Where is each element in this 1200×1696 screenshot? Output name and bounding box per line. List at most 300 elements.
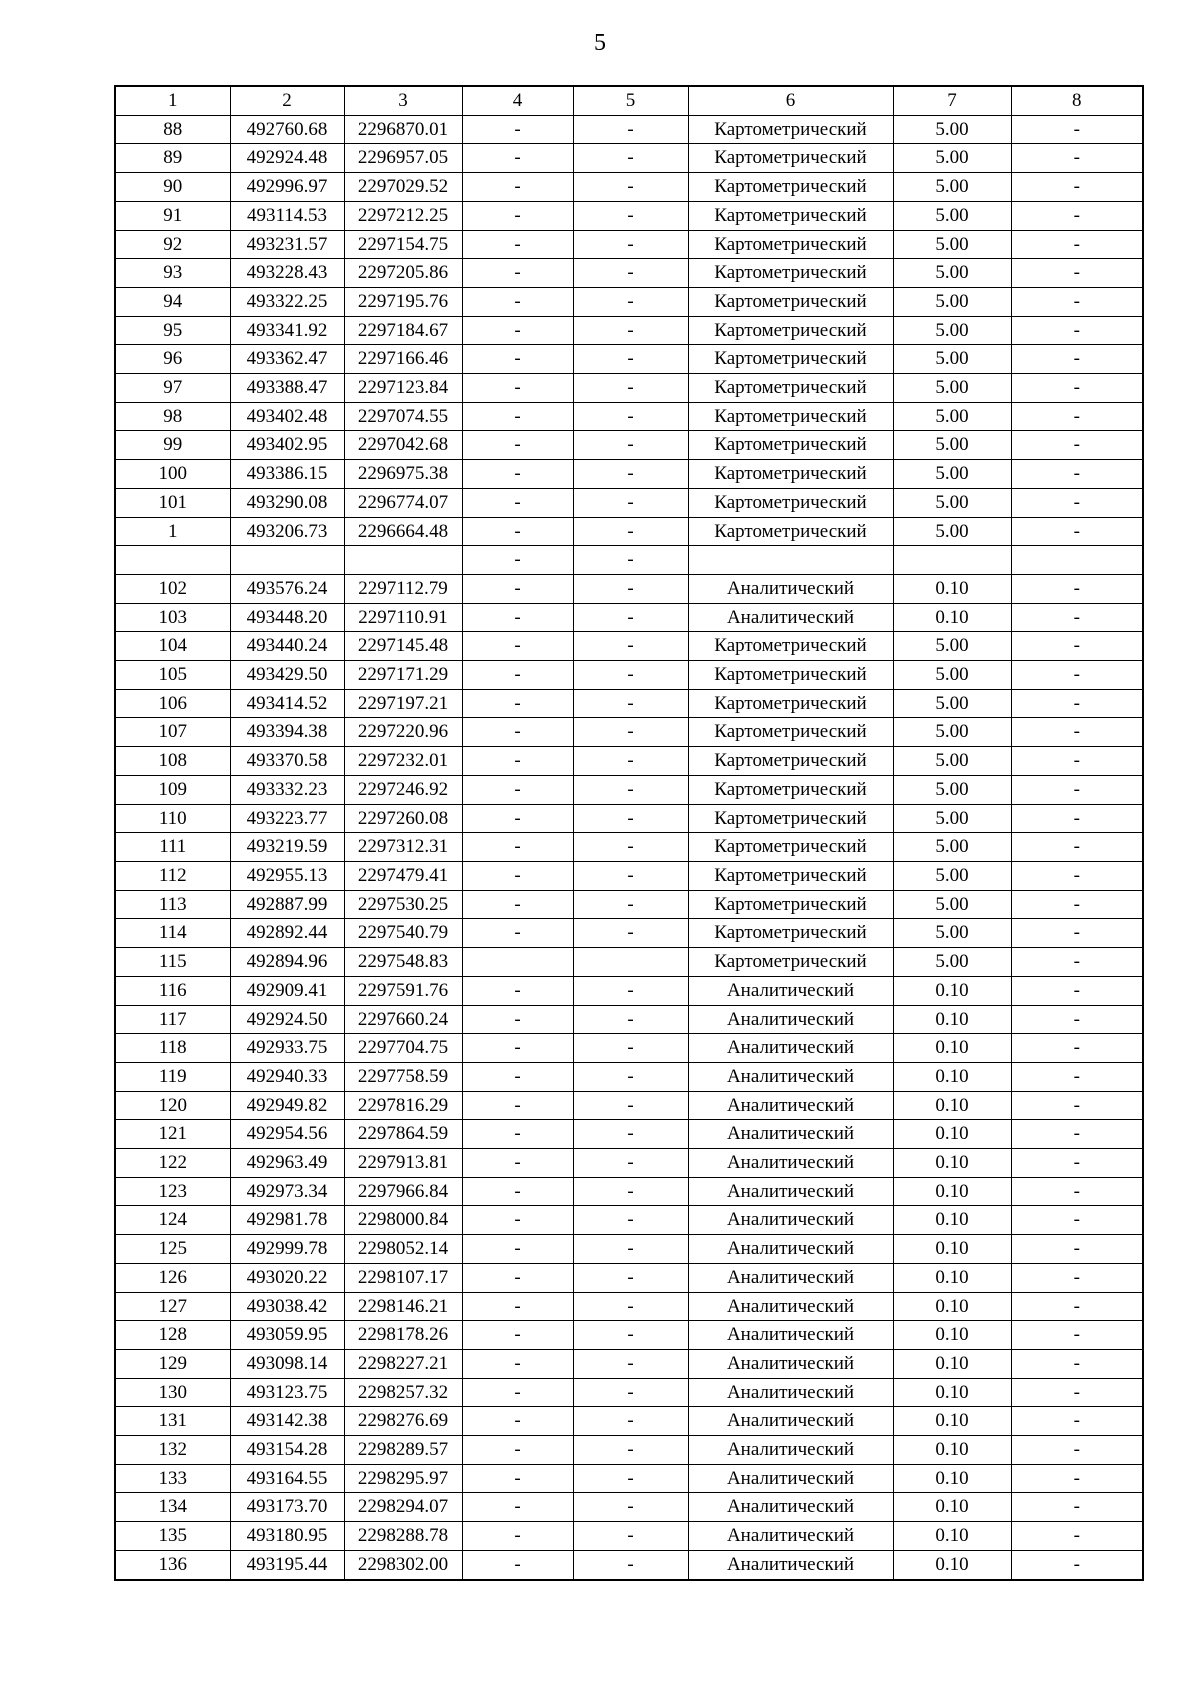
accuracy-cell: 5.00 [893,460,1011,489]
col8-cell: - [1011,1263,1143,1292]
accuracy-cell: 0.10 [893,1407,1011,1436]
method-cell: Аналитический [688,1206,893,1235]
table-row [115,804,1143,833]
table-row [115,976,1143,1005]
point-number-cell: 94 [115,287,230,316]
col5-cell: - [573,833,688,862]
col5-cell: - [573,316,688,345]
col5-cell: - [573,775,688,804]
col8-cell: - [1011,919,1143,948]
method-cell [688,546,893,575]
point-number-cell: 116 [115,976,230,1005]
y-coordinate-cell: 2298276.69 [344,1407,462,1436]
col5-cell: - [573,287,688,316]
x-coordinate-cell: 493394.38 [230,718,344,747]
col8-cell: - [1011,1235,1143,1264]
table-row [115,1034,1143,1063]
table-row [115,603,1143,632]
point-number-cell: 101 [115,488,230,517]
col4-cell: - [462,861,573,890]
method-cell: Аналитический [688,1263,893,1292]
point-number-cell: 117 [115,1005,230,1034]
method-cell: Картометрический [688,144,893,173]
col8-cell: - [1011,173,1143,202]
accuracy-cell: 5.00 [893,230,1011,259]
col8-cell: - [1011,1550,1143,1579]
y-coordinate-cell: 2297530.25 [344,890,462,919]
table-row [115,259,1143,288]
y-coordinate-cell: 2297195.76 [344,287,462,316]
method-cell: Картометрический [688,173,893,202]
method-cell: Аналитический [688,1550,893,1579]
col5-cell [573,948,688,977]
col5-cell: - [573,374,688,403]
col8-cell: - [1011,603,1143,632]
col5-cell: - [573,201,688,230]
col4-cell: - [462,1493,573,1522]
col8-cell: - [1011,1149,1143,1178]
col5-cell: - [573,689,688,718]
point-number-cell: 97 [115,374,230,403]
accuracy-cell: 5.00 [893,259,1011,288]
accuracy-cell: 0.10 [893,1235,1011,1264]
x-coordinate-cell: 493154.28 [230,1436,344,1465]
x-coordinate-cell: 493414.52 [230,689,344,718]
y-coordinate-cell: 2297171.29 [344,661,462,690]
method-cell: Картометрический [688,345,893,374]
table-row [115,1522,1143,1551]
col5-cell: - [573,718,688,747]
method-cell: Аналитический [688,1235,893,1264]
table-row [115,890,1143,919]
y-coordinate-cell: 2298288.78 [344,1522,462,1551]
point-number-cell: 99 [115,431,230,460]
col5-cell: - [573,488,688,517]
point-number-cell: 113 [115,890,230,919]
accuracy-cell: 5.00 [893,890,1011,919]
col4-cell: - [462,661,573,690]
col4-cell: - [462,1005,573,1034]
point-number-cell: 109 [115,775,230,804]
accuracy-cell: 5.00 [893,775,1011,804]
point-number-cell: 133 [115,1464,230,1493]
y-coordinate-cell: 2297758.59 [344,1062,462,1091]
col8-cell: - [1011,689,1143,718]
y-coordinate-cell: 2297246.92 [344,775,462,804]
y-coordinate-cell: 2297548.83 [344,948,462,977]
x-coordinate-cell [230,546,344,575]
point-number-cell: 1 [115,517,230,546]
accuracy-cell: 0.10 [893,1206,1011,1235]
method-cell: Аналитический [688,1464,893,1493]
col5-cell: - [573,1206,688,1235]
col5-cell: - [573,173,688,202]
accuracy-cell: 0.10 [893,1005,1011,1034]
method-cell: Картометрический [688,402,893,431]
table-row [115,1235,1143,1264]
column-header: 6 [688,86,893,115]
method-cell: Картометрический [688,775,893,804]
table-row [115,1120,1143,1149]
point-number-cell: 135 [115,1522,230,1551]
accuracy-cell: 5.00 [893,661,1011,690]
point-number-cell: 126 [115,1263,230,1292]
y-coordinate-cell: 2297864.59 [344,1120,462,1149]
method-cell: Картометрический [688,230,893,259]
table-row [115,374,1143,403]
col5-cell: - [573,1177,688,1206]
col5-cell: - [573,345,688,374]
col4-cell: - [462,919,573,948]
accuracy-cell: 0.10 [893,1120,1011,1149]
col5-cell: - [573,661,688,690]
x-coordinate-cell: 493386.15 [230,460,344,489]
accuracy-cell [893,546,1011,575]
accuracy-cell: 0.10 [893,1550,1011,1579]
point-number-cell: 134 [115,1493,230,1522]
point-number-cell: 90 [115,173,230,202]
accuracy-cell: 5.00 [893,144,1011,173]
point-number-cell: 102 [115,574,230,603]
accuracy-cell: 0.10 [893,976,1011,1005]
y-coordinate-cell: 2297479.41 [344,861,462,890]
point-number-cell: 115 [115,948,230,977]
point-number-cell: 111 [115,833,230,862]
col4-cell: - [462,1034,573,1063]
x-coordinate-cell: 493195.44 [230,1550,344,1579]
y-coordinate-cell: 2298107.17 [344,1263,462,1292]
col4-cell: - [462,345,573,374]
y-coordinate-cell: 2297260.08 [344,804,462,833]
y-coordinate-cell: 2296664.48 [344,517,462,546]
y-coordinate-cell: 2297154.75 [344,230,462,259]
method-cell: Картометрический [688,861,893,890]
col4-cell: - [462,402,573,431]
col5-cell: - [573,890,688,919]
x-coordinate-cell: 493388.47 [230,374,344,403]
col5-cell: - [573,1378,688,1407]
col5-cell: - [573,747,688,776]
y-coordinate-cell: 2297197.21 [344,689,462,718]
col5-cell: - [573,603,688,632]
x-coordinate-cell: 493219.59 [230,833,344,862]
table-row [115,1349,1143,1378]
x-coordinate-cell: 493231.57 [230,230,344,259]
col4-cell: - [462,1120,573,1149]
table-row [115,1091,1143,1120]
table-row [115,1206,1143,1235]
y-coordinate-cell: 2297312.31 [344,833,462,862]
col8-cell: - [1011,1120,1143,1149]
table-header-row [115,86,1143,115]
col8-cell: - [1011,976,1143,1005]
col5-cell: - [573,1321,688,1350]
accuracy-cell: 5.00 [893,919,1011,948]
col5-cell: - [573,1550,688,1579]
y-coordinate-cell: 2297913.81 [344,1149,462,1178]
col4-cell: - [462,230,573,259]
accuracy-cell: 5.00 [893,948,1011,977]
method-cell: Картометрический [688,948,893,977]
x-coordinate-cell: 493098.14 [230,1349,344,1378]
col4-cell [462,948,573,977]
table-row [115,488,1143,517]
table-row [115,1464,1143,1493]
method-cell: Аналитический [688,1005,893,1034]
table-row [115,718,1143,747]
y-coordinate-cell: 2298295.97 [344,1464,462,1493]
x-coordinate-cell: 493402.48 [230,402,344,431]
method-cell: Картометрический [688,747,893,776]
point-number-cell: 129 [115,1349,230,1378]
method-cell: Аналитический [688,1378,893,1407]
col8-cell: - [1011,1177,1143,1206]
x-coordinate-cell: 492954.56 [230,1120,344,1149]
x-coordinate-cell: 492996.97 [230,173,344,202]
col5-cell: - [573,861,688,890]
accuracy-cell: 0.10 [893,1378,1011,1407]
method-cell: Аналитический [688,1091,893,1120]
accuracy-cell: 0.10 [893,1436,1011,1465]
accuracy-cell: 5.00 [893,804,1011,833]
col5-cell: - [573,1493,688,1522]
method-cell: Картометрический [688,833,893,862]
x-coordinate-cell: 492909.41 [230,976,344,1005]
col4-cell: - [462,1149,573,1178]
point-number-cell: 123 [115,1177,230,1206]
method-cell: Картометрический [688,488,893,517]
col4-cell: - [462,488,573,517]
accuracy-cell: 5.00 [893,718,1011,747]
method-cell: Аналитический [688,1321,893,1350]
accuracy-cell: 0.10 [893,1522,1011,1551]
column-header: 4 [462,86,573,115]
accuracy-cell: 0.10 [893,1263,1011,1292]
x-coordinate-cell: 492949.82 [230,1091,344,1120]
col8-cell: - [1011,718,1143,747]
accuracy-cell: 0.10 [893,1149,1011,1178]
accuracy-cell: 0.10 [893,1321,1011,1350]
accuracy-cell: 0.10 [893,1349,1011,1378]
col8-cell: - [1011,1378,1143,1407]
col4-cell: - [462,1263,573,1292]
col5-cell: - [573,632,688,661]
col5-cell: - [573,431,688,460]
point-number-cell: 121 [115,1120,230,1149]
accuracy-cell: 5.00 [893,287,1011,316]
table-row [115,1263,1143,1292]
accuracy-cell: 0.10 [893,574,1011,603]
accuracy-cell: 0.10 [893,1062,1011,1091]
x-coordinate-cell: 492924.50 [230,1005,344,1034]
col4-cell: - [462,775,573,804]
col4-cell: - [462,603,573,632]
method-cell: Картометрический [688,460,893,489]
point-number-cell: 103 [115,603,230,632]
accuracy-cell: 5.00 [893,517,1011,546]
col4-cell: - [462,718,573,747]
x-coordinate-cell: 493123.75 [230,1378,344,1407]
column-header: 3 [344,86,462,115]
point-number-cell: 100 [115,460,230,489]
accuracy-cell: 5.00 [893,374,1011,403]
col8-cell: - [1011,230,1143,259]
accuracy-cell: 5.00 [893,833,1011,862]
col4-cell: - [462,747,573,776]
method-cell: Аналитический [688,1436,893,1465]
point-number-cell: 96 [115,345,230,374]
col5-cell: - [573,402,688,431]
x-coordinate-cell: 493180.95 [230,1522,344,1551]
x-coordinate-cell: 493440.24 [230,632,344,661]
col5-cell: - [573,1120,688,1149]
col4-cell: - [462,1464,573,1493]
col8-cell: - [1011,259,1143,288]
col5-cell: - [573,1034,688,1063]
col8-cell: - [1011,890,1143,919]
x-coordinate-cell: 492999.78 [230,1235,344,1264]
col8-cell: - [1011,1349,1143,1378]
point-number-cell: 98 [115,402,230,431]
method-cell: Аналитический [688,603,893,632]
method-cell: Картометрический [688,201,893,230]
y-coordinate-cell: 2297205.86 [344,259,462,288]
y-coordinate-cell: 2297042.68 [344,431,462,460]
table-row [115,1378,1143,1407]
col8-cell: - [1011,488,1143,517]
col5-cell: - [573,144,688,173]
col4-cell: - [462,1062,573,1091]
method-cell: Картометрический [688,287,893,316]
method-cell: Аналитический [688,1062,893,1091]
y-coordinate-cell: 2296957.05 [344,144,462,173]
y-coordinate-cell: 2297660.24 [344,1005,462,1034]
x-coordinate-cell: 493173.70 [230,1493,344,1522]
accuracy-cell: 0.10 [893,603,1011,632]
point-number-cell: 112 [115,861,230,890]
col8-cell: - [1011,517,1143,546]
x-coordinate-cell: 492887.99 [230,890,344,919]
col4-cell: - [462,574,573,603]
y-coordinate-cell: 2297220.96 [344,718,462,747]
point-number-cell: 127 [115,1292,230,1321]
col5-cell: - [573,1522,688,1551]
col8-cell: - [1011,287,1143,316]
table-row [115,1550,1143,1579]
point-number-cell: 132 [115,1436,230,1465]
x-coordinate-cell: 493576.24 [230,574,344,603]
method-cell: Аналитический [688,976,893,1005]
x-coordinate-cell: 493142.38 [230,1407,344,1436]
accuracy-cell: 5.00 [893,632,1011,661]
table-body [115,115,1143,1579]
accuracy-cell: 5.00 [893,173,1011,202]
col5-cell: - [573,804,688,833]
y-coordinate-cell: 2298146.21 [344,1292,462,1321]
table-row [115,1292,1143,1321]
y-coordinate-cell: 2296975.38 [344,460,462,489]
col4-cell: - [462,1436,573,1465]
x-coordinate-cell: 492894.96 [230,948,344,977]
y-coordinate-cell: 2297074.55 [344,402,462,431]
point-number-cell: 88 [115,115,230,144]
col4-cell: - [462,976,573,1005]
accuracy-cell: 5.00 [893,689,1011,718]
col5-cell: - [573,1149,688,1178]
col5-cell: - [573,1292,688,1321]
col4-cell: - [462,632,573,661]
y-coordinate-cell: 2297184.67 [344,316,462,345]
point-number-cell: 120 [115,1091,230,1120]
col4-cell: - [462,1177,573,1206]
method-cell: Аналитический [688,1149,893,1178]
y-coordinate-cell: 2297212.25 [344,201,462,230]
point-number-cell: 107 [115,718,230,747]
x-coordinate-cell: 493223.77 [230,804,344,833]
col4-cell: - [462,287,573,316]
col4-cell: - [462,460,573,489]
table-row [115,144,1143,173]
accuracy-cell: 0.10 [893,1034,1011,1063]
col5-cell: - [573,1436,688,1465]
table-row [115,345,1143,374]
x-coordinate-cell: 493362.47 [230,345,344,374]
accuracy-cell: 5.00 [893,316,1011,345]
y-coordinate-cell: 2297112.79 [344,574,462,603]
col8-cell: - [1011,402,1143,431]
x-coordinate-cell: 492973.34 [230,1177,344,1206]
col8-cell: - [1011,115,1143,144]
column-header: 7 [893,86,1011,115]
y-coordinate-cell: 2296774.07 [344,488,462,517]
column-header: 5 [573,86,688,115]
table-row [115,1177,1143,1206]
point-number-cell: 91 [115,201,230,230]
method-cell: Картометрический [688,718,893,747]
method-cell: Аналитический [688,1177,893,1206]
point-number-cell: 108 [115,747,230,776]
column-header: 8 [1011,86,1143,115]
col5-cell: - [573,1005,688,1034]
table-row [115,919,1143,948]
table-row [115,1005,1143,1034]
y-coordinate-cell: 2297123.84 [344,374,462,403]
y-coordinate-cell: 2298052.14 [344,1235,462,1264]
col4-cell: - [462,1206,573,1235]
method-cell: Аналитический [688,1407,893,1436]
method-cell: Аналитический [688,1120,893,1149]
accuracy-cell: 5.00 [893,861,1011,890]
col5-cell: - [573,1349,688,1378]
accuracy-cell: 5.00 [893,345,1011,374]
col4-cell: - [462,1378,573,1407]
method-cell: Картометрический [688,316,893,345]
col8-cell: - [1011,144,1143,173]
col4-cell: - [462,316,573,345]
point-number-cell: 125 [115,1235,230,1264]
method-cell: Картометрический [688,115,893,144]
accuracy-cell: 0.10 [893,1177,1011,1206]
point-number-cell: 110 [115,804,230,833]
col5-cell: - [573,1091,688,1120]
x-coordinate-cell: 493206.73 [230,517,344,546]
method-cell: Картометрический [688,517,893,546]
table-row [115,1062,1143,1091]
table-row [115,661,1143,690]
col8-cell: - [1011,1407,1143,1436]
method-cell: Картометрический [688,374,893,403]
point-number-cell: 92 [115,230,230,259]
